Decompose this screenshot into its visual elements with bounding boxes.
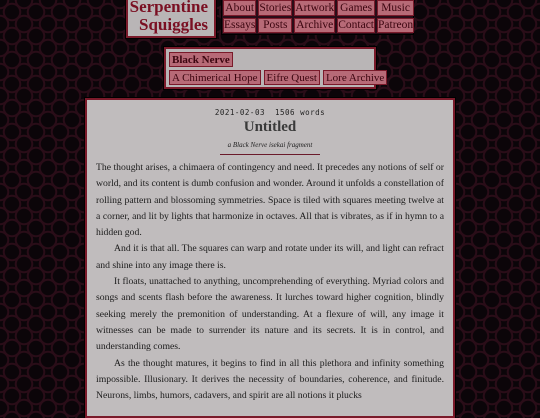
- article-body: [96, 160, 444, 404]
- nav-artwork[interactable]: Artwork: [295, 1, 335, 14]
- title-divider: [220, 154, 320, 155]
- nav-stories[interactable]: Stories: [259, 1, 292, 14]
- paragraph: The thought arises, a chimaera of contingency and need. It precedes any notions of self or world, and its content is dumb confusion and wonder. Around it unfolds a constellation of rolling pattern and blossoming symmetries. Space is tiled with squares meeting twelve at a corner, and lit by lights that harmonize in octaves. All that is vibrates, as if in hymn to a hidden god.: [96, 162, 444, 239]
- nav-contact[interactable]: Contact: [338, 19, 375, 32]
- main-nav: [221, 0, 414, 35]
- nav-games[interactable]: Games: [337, 0, 375, 16]
- paragraph: As the thought matures, it begins to find in all this plethora and infinity something impossible. Illusionary. It derives the necessity of boundaries, coherence, and finitude. Neurons, limbs, humors, cadavers, and spirit are all notions it plucks: [96, 357, 444, 402]
- series-link-chimerical-hope[interactable]: A Chimerical Hope: [169, 70, 261, 85]
- paragraph: It floats, unattached to anything, uncomprehending of everything. Myriad colors and songs and scents flash before the awareness. It lurches toward higher cognition, blindly seeking merely the premonition of understanding. At a flexure of will, any image it witnesses can be made to surrender its nature and its secrets. It is in control, and understanding comes.: [96, 276, 444, 353]
- nav-essays[interactable]: Essays: [224, 19, 256, 32]
- nav-posts[interactable]: Posts: [258, 18, 292, 34]
- paragraph: And it is that all. The squares can warp and rotate under its will, and light can refract and shine into any image there is.: [96, 243, 444, 271]
- series-nav: [164, 47, 385, 89]
- site-title-line2: Squiggles: [139, 15, 208, 34]
- series-current-black-nerve[interactable]: Black Nerve: [169, 52, 233, 67]
- series-link-lore-archive[interactable]: Lore Archive: [323, 70, 387, 85]
- nav-about[interactable]: About: [223, 0, 256, 16]
- nav-archive[interactable]: Archive: [296, 19, 334, 32]
- article-panel: [85, 98, 455, 418]
- article-subtitle: a Black Nerve isekai fragment: [227, 141, 313, 149]
- article-meta: 2021-02-03 1506 words: [214, 108, 326, 117]
- series-link-eifre-quest[interactable]: Eifre Quest: [264, 70, 320, 85]
- nav-patreon[interactable]: Patreon: [378, 19, 414, 32]
- site-title[interactable]: [126, 0, 216, 38]
- article-title: Untitled: [243, 119, 297, 135]
- nav-music[interactable]: Music: [377, 0, 414, 16]
- site-title-line1: Serpentine: [129, 0, 208, 16]
